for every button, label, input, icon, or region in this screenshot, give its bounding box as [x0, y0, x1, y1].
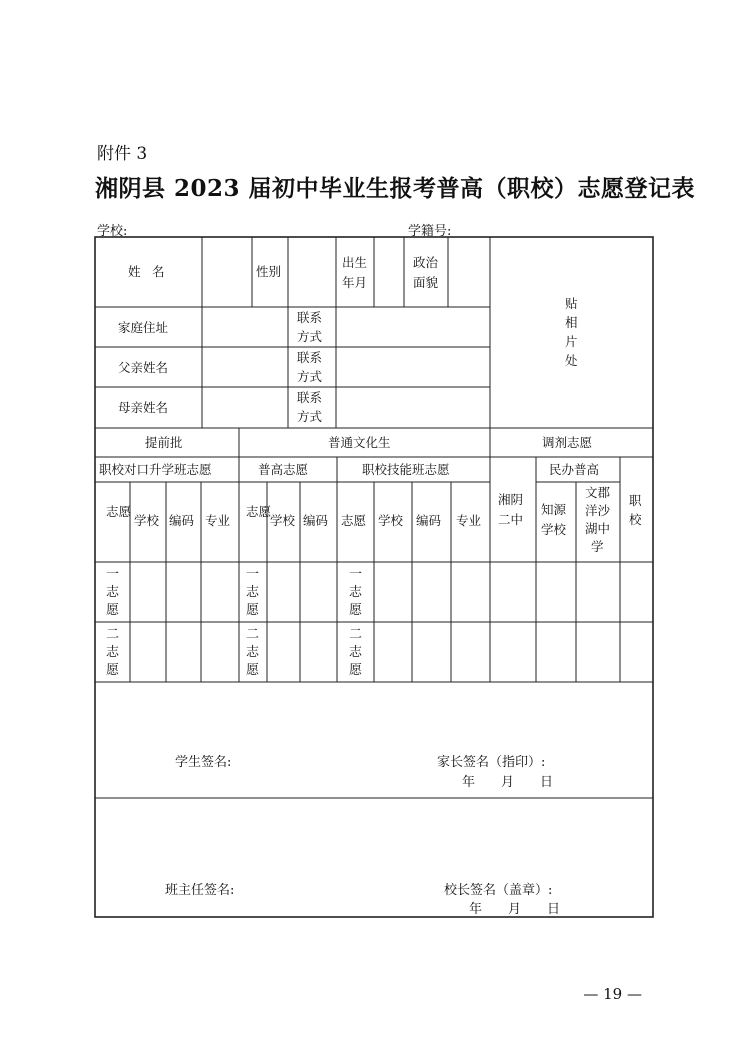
- col-school-a: 学校: [134, 513, 160, 528]
- school-field-label: 学校:: [97, 224, 128, 239]
- first-wish-label-b: 一 志 愿: [246, 567, 260, 618]
- contact-label-2a: 联系: [297, 350, 323, 365]
- wenjun-label-4: 学: [591, 539, 604, 554]
- col-wish-c: 志愿: [341, 513, 367, 528]
- col-school-b: 学校: [270, 513, 296, 528]
- regular-culture-label: 普通文化生: [328, 435, 391, 450]
- photo-label-4: 处: [565, 353, 578, 368]
- name-label-1: 姓: [128, 264, 141, 279]
- second-wish-label-a: 二 志 愿: [106, 627, 120, 678]
- address-label: 家庭住址: [118, 320, 169, 335]
- col-wish-b: 志愿: [246, 504, 272, 519]
- col-major-c: 专业: [456, 513, 482, 528]
- politics-label-2: 面貌: [413, 275, 439, 290]
- early-batch-label: 提前批: [145, 435, 183, 450]
- contact-label-3a: 联系: [297, 390, 323, 405]
- adjust-wish-label: 调剂志愿: [542, 435, 593, 450]
- photo-label-2: 相: [565, 315, 578, 330]
- contact-label-2b: 方式: [297, 369, 323, 384]
- form-title: 湘阴县 2023 届初中毕业生报考普高（职校）志愿登记表: [95, 175, 696, 202]
- birth-label-1: 出生: [342, 255, 368, 270]
- zhiyuan-school-label-2: 学校: [541, 522, 567, 537]
- first-wish-label-c: 一 志 愿: [349, 567, 363, 618]
- first-wish-label-a: 一 志 愿: [106, 567, 120, 618]
- politics-label-1: 政治: [413, 255, 439, 270]
- col-code-b: 编码: [303, 513, 329, 528]
- col-school-c: 学校: [378, 513, 404, 528]
- father-label: 父亲姓名: [118, 360, 169, 375]
- parent-signature-label: 家长签名（指印）:: [437, 755, 546, 770]
- signature-date-1: 年 月 日: [462, 775, 554, 790]
- col-wish-a-1: 志愿: [106, 504, 132, 519]
- contact-label-1a: 联系: [297, 310, 323, 325]
- col-code-a: 编码: [169, 513, 195, 528]
- xiangyin-no2-label-1: 湘阴: [498, 492, 524, 507]
- vocational-school-label-1: 职: [629, 493, 642, 508]
- student-signature-label: 学生签名:: [175, 755, 232, 770]
- gender-label: 性别: [256, 264, 282, 279]
- col-code-c: 编码: [416, 513, 442, 528]
- teacher-signature-label: 班主任签名:: [165, 883, 235, 898]
- student-id-field-label: 学籍号:: [408, 224, 452, 239]
- col-major-a: 专业: [205, 513, 231, 528]
- mother-label: 母亲姓名: [118, 400, 169, 415]
- attachment-label: 附件 3: [97, 144, 148, 164]
- wenjun-label-1: 文郡: [585, 485, 611, 500]
- second-wish-label-b: 二 志 愿: [246, 627, 260, 678]
- vocational-skill-label: 职校技能班志愿: [362, 462, 450, 477]
- contact-label-1b: 方式: [297, 329, 323, 344]
- photo-label-1: 贴: [565, 296, 578, 311]
- zhiyuan-school-label-1: 知源: [541, 502, 567, 517]
- birth-label-2: 年月: [342, 275, 368, 290]
- vocational-upgrade-label: 职校对口升学班志愿: [99, 462, 212, 477]
- vocational-school-label-2: 校: [629, 512, 642, 527]
- wenjun-label-3: 湖中: [585, 521, 611, 536]
- private-high-label: 民办普高: [549, 462, 600, 477]
- name-label-2: 名: [152, 264, 165, 279]
- xiangyin-no2-label-2: 二中: [498, 512, 524, 527]
- contact-label-3b: 方式: [297, 409, 323, 424]
- photo-label-3: 片: [565, 334, 578, 349]
- second-wish-label-c: 二 志 愿: [349, 627, 363, 678]
- principal-signature-label: 校长签名（盖章）:: [444, 883, 553, 898]
- page-number: — 19 —: [583, 985, 642, 1003]
- signature-date-2: 年 月 日: [469, 902, 561, 917]
- general-high-label: 普高志愿: [258, 462, 309, 477]
- wenjun-label-2: 洋沙: [585, 503, 611, 518]
